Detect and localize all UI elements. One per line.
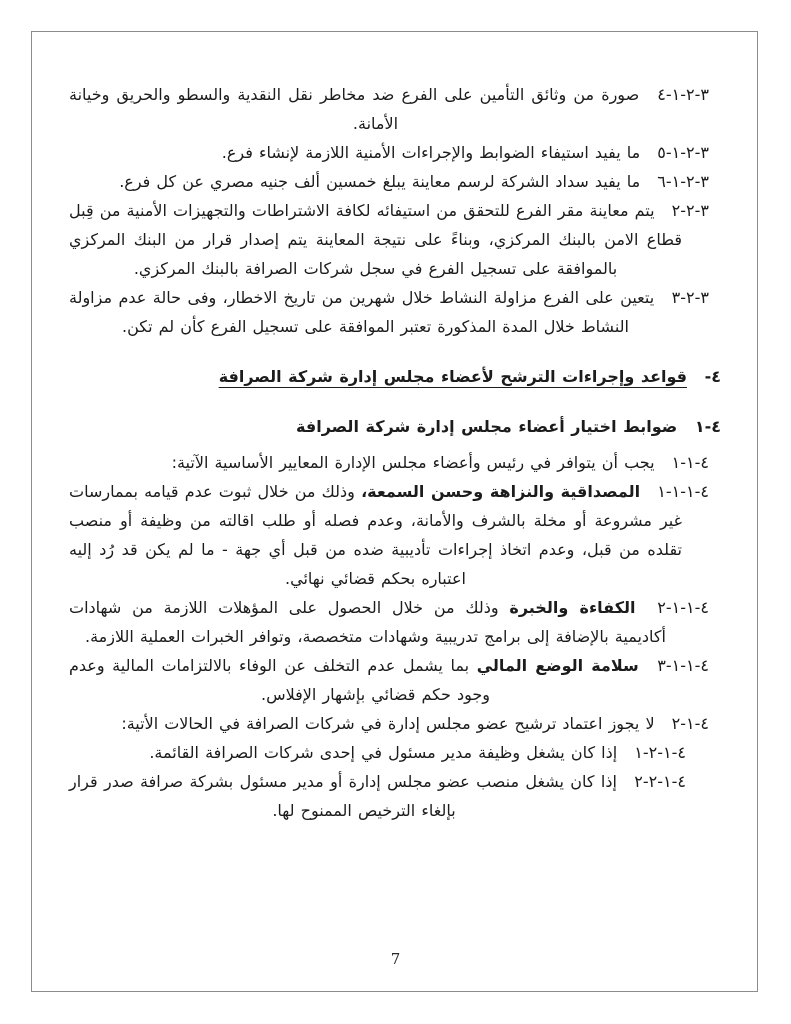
list-item xyxy=(69,167,709,196)
list-item xyxy=(69,448,709,477)
list-item xyxy=(69,767,686,825)
subsection-heading xyxy=(69,412,721,441)
list-item xyxy=(69,477,709,593)
item-number: ٤-١-١ xyxy=(671,453,709,472)
item-text: صورة من وثائق التأمين على الفرع ضد مخاطر نقل النقدية والسطو والحريق وخيانة الأمانة. xyxy=(69,85,640,133)
item-number: ٤-١-١-١ xyxy=(657,482,709,501)
item-number: ٣-٢-٣ xyxy=(671,288,709,307)
list-item xyxy=(69,709,709,738)
item-number: ٤-١-٢ xyxy=(671,714,709,733)
list-item xyxy=(69,138,709,167)
item-text: إذا كان يشغل منصب عضو مجلس إدارة أو مدير مسئول بشركة صرافة صدر قرار بإلغاء الترخيص الممنوح لها. xyxy=(69,772,617,820)
item-text: ضوابط اختيار أعضاء مجلس إدارة شركة الصرافة xyxy=(296,417,678,436)
item-number: ٣-٢-٢ xyxy=(671,201,709,220)
item-text: يتعين على الفرع مزاولة النشاط خلال شهرين من تاريخ الاخطار، وفى حالة عدم مزاولة النشاط خلال المدة المذكورة تعتبر الموافقة على تسجيل الفرع كأن لم تكن. xyxy=(69,288,655,336)
item-number: ٤-١-٢-٢ xyxy=(634,772,686,791)
list-item xyxy=(69,80,709,138)
item-text: إذا كان يشغل وظيفة مدير مسئول في إحدى شركات الصرافة القائمة. xyxy=(149,743,618,762)
section-heading xyxy=(69,362,721,391)
list-item xyxy=(69,283,709,341)
item-text: لا يجوز اعتماد ترشيح عضو مجلس إدارة في شركات الصرافة في الحالات الأتية: xyxy=(121,714,655,733)
item-text: وذلك من خلال ثبوت عدم قيامه بممارسات غير مشروعة أو مخلة بالشرف والأمانة، وعدم فصله أو طلب اقالته من وظيفة أو منصب تقلده من قبل، وعدم اتخاذ إجراءات تأديبية ضده من قبل أي جهة - ما لم يكن قد رُد إليه اعتباره بحكم قضائي نهائي. xyxy=(69,482,682,588)
item-lead-bold: المصداقية والنزاهة وحسن السمعة، xyxy=(361,482,641,501)
list-item xyxy=(69,196,709,283)
item-number: ٣-٢-١-٤ xyxy=(657,85,709,104)
item-number: ٤-١ xyxy=(694,417,721,436)
list-item xyxy=(69,738,686,767)
item-text: بما يشمل عدم التخلف عن الوفاء بالالتزامات المالية وعدم وجود حكم قضائي بإشهار الإفلاس. xyxy=(69,656,490,704)
item-text: يجب أن يتوافر في رئيس وأعضاء مجلس الإدارة المعايير الأساسية الآتية: xyxy=(171,453,655,472)
item-text: يتم معاينة مقر الفرع للتحقق من استيفائه لكافة الاشتراطات والتجهيزات الأمنية من قِبل قطاع الامن بالبنك المركزي، وبناءً على نتيجة المعاينة يتم إصدار قرار من البنك المركزي بالموافقة على تسجيل الفرع في سجل شركات الصرافة بالبنك المركزي. xyxy=(69,201,682,278)
item-number: ٤-١-١-٣ xyxy=(657,656,710,675)
list-item xyxy=(69,593,710,651)
item-number: ٤-١-٢-١ xyxy=(634,743,686,762)
item-text: ما يفيد استيفاء الضوابط والإجراءات الأمنية اللازمة لإنشاء فرع. xyxy=(221,143,641,162)
item-number: ٣-٢-١-٦ xyxy=(657,172,709,191)
list-item xyxy=(69,651,710,709)
document-body xyxy=(31,31,758,825)
item-number: ٤- xyxy=(704,367,721,386)
item-lead-bold: سلامة الوضع المالي xyxy=(476,656,639,675)
item-lead-bold: الكفاءة والخبرة xyxy=(509,598,636,617)
page-number: 7 xyxy=(390,950,401,968)
item-text: قواعد وإجراءات الترشح لأعضاء مجلس إدارة شركة الصرافة xyxy=(218,367,688,386)
item-text: ما يفيد سداد الشركة لرسم معاينة يبلغ خمسين ألف جنيه مصري عن كل فرع. xyxy=(119,172,641,191)
item-number: ٣-٢-١-٥ xyxy=(657,143,709,162)
item-number: ٤-١-١-٢ xyxy=(657,598,710,617)
item-text: وذلك من خلال الحصول على المؤهلات اللازمة من شهادات أكاديمية بالإضافة إلى برامج تدريبية وشهادات متخصصة، وتوافر الخبرات العملية اللازمة. xyxy=(69,598,666,646)
